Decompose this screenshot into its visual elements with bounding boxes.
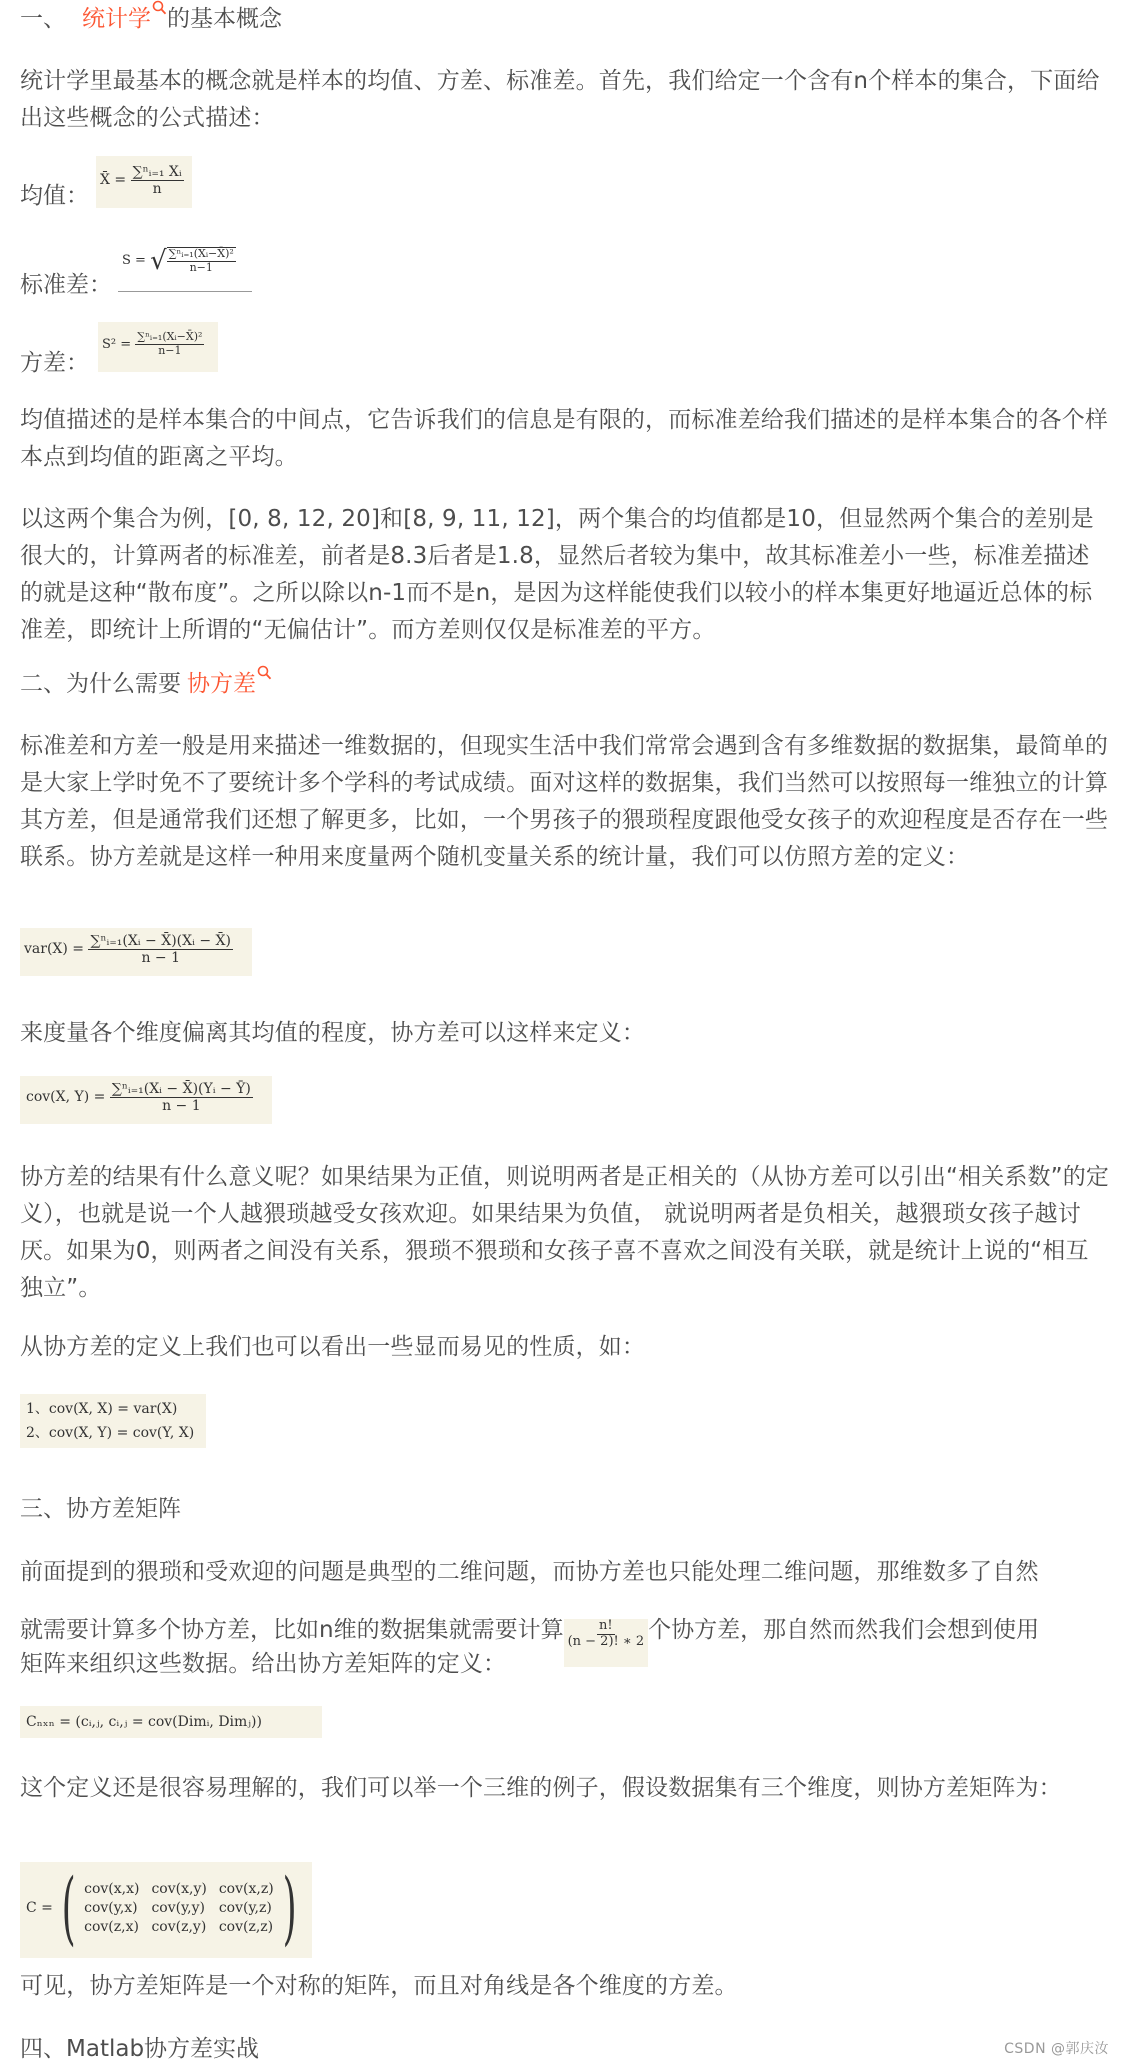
section-heading-2	[20, 665, 272, 703]
matrix-grid	[84, 1880, 274, 1936]
paragraph-matrix-line3: 矩阵来组织这些数据。给出协方差矩阵的定义：	[20, 1651, 507, 1677]
section-heading-3: 三、协方差矩阵	[20, 1496, 181, 1522]
search-icon[interactable]	[152, 0, 167, 18]
right-paren: )	[282, 1862, 297, 1954]
paragraph-mean-desc: 均值描述的是样本集合的中间点，它告诉我们的信息是有限的，而标准差给我们描述的是样本集合的各个样本点到均值的距离之平均。	[20, 407, 1109, 470]
csdn-watermark: CSDN @郭庆汝	[1004, 2041, 1109, 2057]
paragraph-example: 以这两个集合为例，[0, 8, 12, 20]和[8, 9, 11, 12]，两个集合的均值都是10，但显然两个集合的差别是很大的，计算两者的标准差，前者是8.3后者是1.8，显然后者较为集中，故其标准差小一些，标准差描述的就是这种“散布度”。之所以除以n-1而不是n，是因为这样能使我们以较小的样本集更好地逼近总体的标准差，即统计上所谓的“无偏估计”。而方差则仅仅是标准差的平方。	[20, 506, 1094, 643]
formula-properties	[20, 1394, 206, 1448]
paragraph-cov-def: 来度量各个维度偏离其均值的程度，协方差可以这样来定义：	[20, 1020, 646, 1046]
paragraph-matrix-line1: 前面提到的猥琐和受欢迎的问题是典型的二维问题，而协方差也只能处理二维问题，那维数多了自然	[20, 1559, 1039, 1585]
heading-prefix: 一、	[20, 6, 66, 32]
matrix-cell: cov(y,z)	[218, 1900, 272, 1916]
section-heading-4: 四、Matlab协方差实战	[20, 2036, 260, 2062]
matrix-cell: cov(z,z)	[218, 1919, 274, 1935]
formula-var-x	[20, 928, 252, 976]
paragraph-cov-intro: 标准差和方差一般是用来描述一维数据的，但现实生活中我们常常会遇到含有多维数据的数据集，最简单的是大家上学时免不了要统计多个学科的考试成绩。面对这样的数据集，我们当然可以按照每一维独立的计算其方差，但是通常我们还想了解更多，比如，一个男孩子的猥琐程度跟他受女孩子的欢迎程度是否存在一些联系。协方差就是这样一种用来度量两个随机变量关系的统计量，我们可以仿照方差的定义：	[20, 733, 1109, 870]
mean-numerator: ∑ⁿᵢ₌₁ Xᵢ	[132, 163, 182, 180]
std-numerator: ∑ⁿᵢ₌₁(Xᵢ−X̄)²	[168, 246, 234, 260]
matrix-cell: cov(y,y)	[151, 1900, 205, 1916]
heading-prefix: 二、为什么需要	[20, 671, 181, 697]
matrix-cell: cov(x,z)	[218, 1881, 274, 1897]
var-denominator: n−1	[158, 344, 182, 357]
paragraph-symmetric: 可见，协方差矩阵是一个对称的矩阵，而且对角线是各个维度的方差。	[20, 1973, 738, 1999]
paragraph-props: 从协方差的定义上我们也可以看出一些显而易见的性质，如：	[20, 1334, 646, 1360]
formula-cov-matrix	[20, 1862, 312, 1958]
formula-std: S = √ $\frac{\text{∑ⁿᵢ₌₁(Xᵢ−X̄)²}}{n-1}$	[118, 238, 256, 294]
keyword-link-statistics[interactable]: 统计学	[82, 6, 151, 32]
var-numerator: ∑ⁿᵢ₌₁(Xᵢ−X̄)²	[137, 330, 203, 344]
matrix-cell: cov(x,y)	[151, 1881, 207, 1897]
std-lhs: S =	[122, 253, 146, 268]
matrix-cell: cov(x,x)	[84, 1881, 140, 1897]
formula-mean	[96, 156, 192, 208]
search-icon[interactable]	[257, 665, 272, 683]
mean-denominator: n	[152, 181, 162, 197]
formula-cov	[20, 1076, 272, 1124]
std-denominator: n−1	[189, 260, 213, 274]
cov-numerator: ∑ⁿᵢ₌₁(Xᵢ − X̄)(Yᵢ − Ȳ)	[111, 1080, 251, 1097]
matrix-cell: cov(y,x)	[84, 1900, 138, 1916]
label-mean: 均值：	[20, 183, 89, 209]
keyword-link-covariance[interactable]: 协方差	[187, 671, 256, 697]
var-lhs: S² =	[102, 337, 132, 352]
formula-var	[98, 322, 218, 372]
label-var: 方差：	[20, 350, 89, 376]
inline-numerator: n!	[599, 1619, 613, 1633]
varx-lhs: var(X) =	[24, 941, 85, 957]
cov-denominator: n − 1	[162, 1098, 201, 1114]
paragraph-intro: 统计学里最基本的概念就是样本的均值、方差、标准差。首先，我们给定一个含有n个样本的集合，下面给出这些概念的公式描述：	[20, 68, 1100, 131]
matrix-text-b: 就需要计算多个协方差，比如n维的数据集就需要计算	[20, 1617, 564, 1643]
label-std: 标准差：	[20, 272, 112, 298]
section-heading-1	[20, 0, 282, 38]
formula-cnxn: Cₙₓₙ = (cᵢ,ⱼ, cᵢ,ⱼ = cov(Dimᵢ, Dimⱼ))	[20, 1706, 322, 1738]
property-2: 2、cov(X, Y) = cov(Y, X)	[26, 1425, 195, 1441]
matrix-text-c: 个协方差，那自然而然我们会想到使用	[648, 1617, 1040, 1643]
varx-denominator: n − 1	[141, 950, 180, 966]
left-paren: (	[61, 1862, 76, 1954]
heading-suffix: 的基本概念	[167, 6, 282, 32]
property-1: 1、cov(X, X) = var(X)	[26, 1401, 178, 1417]
matrix-cell: cov(z,x)	[84, 1919, 139, 1935]
varx-numerator: ∑ⁿᵢ₌₁(Xᵢ − X̄)(Xᵢ − X̄)	[90, 932, 231, 949]
inline-denominator: (n − 2)! ∗ 2	[567, 1633, 645, 1649]
matrix-cell: cov(z,y)	[151, 1919, 207, 1935]
mean-lhs: X̄ =	[100, 172, 127, 188]
paragraph-matrix-example: 这个定义还是很容易理解的，我们可以举一个三维的例子，假设数据集有三个维度，则协方差矩阵为：	[20, 1775, 1062, 1801]
paragraph-cov-meaning: 协方差的结果有什么意义呢？如果结果为正值，则说明两者是正相关的（从协方差可以引出“相关系数”的定义），也就是说一个人越猥琐越受女孩欢迎。如果结果为负值， 就说明两者是负相关，越猥琐女孩子越讨厌。如果为0，则两者之间没有关系，猥琐不猥琐和女孩子喜不喜欢之间没有关联，就是统计上说的“相互独立”。	[20, 1164, 1110, 1301]
matrix-lhs: C =	[26, 1899, 53, 1916]
cov-lhs: cov(X, Y) =	[26, 1089, 106, 1105]
